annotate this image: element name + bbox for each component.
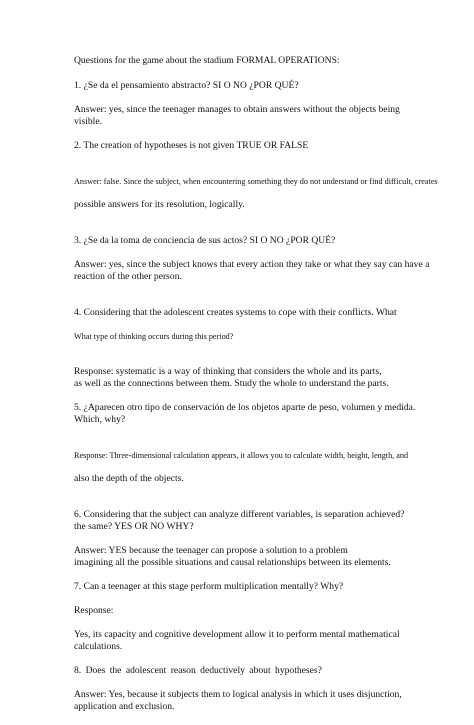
question-4-line-2: What type of thinking occurs during this period? bbox=[74, 332, 234, 341]
question-3: 3. ¿Se da la toma de conciencia de sus actos? SI O NO ¿POR QUÉ? bbox=[74, 235, 336, 246]
answer-7-label: Response: bbox=[74, 605, 114, 616]
answer-3: Answer: yes, since the subject knows that every action they take or what they say can have a reaction of the other person. bbox=[74, 259, 430, 282]
answer-7: Yes, its capacity and cognitive development allow it to perform mental mathematical calculations. bbox=[74, 629, 400, 652]
question-2: 2. The creation of hypotheses is not given TRUE OR FALSE bbox=[74, 140, 309, 151]
answer-4: Response: systematic is a way of thinking that considers the whole and its parts, as well as the connections between them. Study the whole to understand the parts. bbox=[74, 366, 389, 389]
question-4-line-1: 4. Considering that the adolescent creates systems to cope with their conflicts. What bbox=[74, 307, 397, 318]
document-title: Questions for the game about the stadium FORMAL OPERATIONS: bbox=[74, 55, 340, 66]
answer-1: Answer: yes, since the teenager manages to obtain answers without the objects being visible. bbox=[74, 104, 400, 127]
question-6: 6. Considering that the subject can analyze different variables, is separation achieved? the same? YES OR NO WHY? bbox=[74, 509, 405, 532]
question-7: 7. Can a teenager at this stage perform multiplication mentally? Why? bbox=[74, 581, 344, 592]
question-8: 8. Does the adolescent reason deductively about hypotheses? bbox=[74, 665, 322, 676]
answer-5 bbox=[74, 438, 444, 497]
answer-5-line-2: also the depth of the objects. bbox=[74, 473, 184, 484]
answer-8: Answer: Yes, because it subjects them to logical analysis in which it uses disjunction, application and exclusion. bbox=[74, 689, 402, 712]
question-4 bbox=[74, 295, 444, 354]
answer-6: Answer: YES because the teenager can propose a solution to a problem imagining all the possible situations and causal relationships between its elements. bbox=[74, 545, 391, 568]
question-1: 1. ¿Se da el pensamiento abstracto? SI O NO ¿POR QUÉ? bbox=[74, 80, 299, 91]
answer-2-line-1: Answer: false. Since the subject, when encountering something they do not understand or find difficult, creates bbox=[74, 177, 438, 186]
question-5: 5. ¿Aparecen otro tipo de conservación de los objetos aparte de peso, volumen y medida. Which, why? bbox=[74, 402, 416, 425]
document-body bbox=[74, 55, 444, 725]
answer-5-line-1: Response: Three-dimensional calculation appears, it allows you to calculate width, height, length, and bbox=[74, 451, 409, 460]
answer-2 bbox=[74, 164, 444, 223]
answer-2-line-2: possible answers for its resolution, logically. bbox=[74, 199, 245, 210]
